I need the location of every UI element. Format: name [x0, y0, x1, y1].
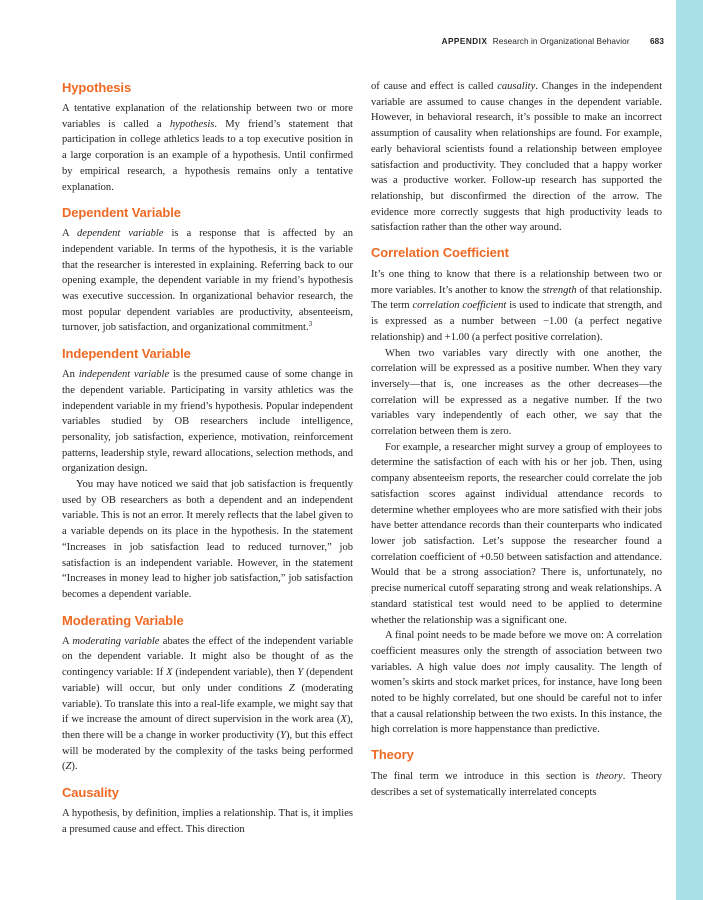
left-column: [62, 78, 353, 837]
heading-moderating-variable: Moderating Variable: [62, 612, 184, 628]
term-correlation-coefficient: correlation coefficient: [412, 300, 507, 312]
paragraph-causality: A hypothesis, by definition, implies a relationship. That is, it implies a presumed cause and effect. This direction: [62, 808, 353, 835]
term-strength: strength: [542, 284, 577, 296]
paragraph-correlation-1: It’s one thing to know that there is a relationship between two or more variables. It’s another to know the strength of that relationship. The term correlation coefficient is used to indicate that strength, and is expressed as a number between −1.00 (a perfect negative relationship) and +1.00 (a perfect positive correlation).: [371, 269, 663, 343]
heading-causality: Causality: [62, 785, 119, 801]
term-dependent-variable: dependent variable: [77, 228, 164, 240]
header-chapter-title: Research in Organizational Behavior: [492, 37, 630, 46]
right-column: [371, 79, 662, 801]
paragraph-correlation-3: For example, a researcher might survey a group of employees to determine the satisfaction of each with his or her job. Then, using company absenteeism reports, the researcher could correlate the job satisfaction scores against individual attendance records to determine whether employees who are more satisfied with their jobs have better attendance records than their counterparts who indicated lower job satisfaction. Let’s suppose the researcher found a correlation coefficient of +0.50 between satisfaction and attendance. Would that be a strong association? There is, unfortunately, no precise numerical cutoff separating strong and weak relationships. A standard statistical test would need to be applied to determine whether the relationship was a significant one.: [371, 441, 662, 626]
paragraph-causality-continued: of cause and effect is called causality. Changes in the independent variable are assumed to cause changes in the dependent variable. However, in behavioral research, it’s possible to make an incorrect assumption of causality when relationships are found. For example, early behavioral scientists found a relationship between employee satisfaction and productivity. They concluded that a happy worker was a productive worker. Follow-up research has supported the relationship, but disconfirmed the direction of the arrow. The evidence more correctly suggests that high productivity leads to satisfaction rather than the other way around.: [371, 81, 663, 234]
endnote-marker: 3: [308, 320, 313, 329]
header-appendix-label: APPENDIX: [441, 37, 488, 46]
running-header: [0, 37, 664, 46]
paragraph-independent-variable-1: An independent variable is the presumed cause of some change in the dependent variable. Participating in varsity athletics was the independent variable in my friend’s hypothesis. Popular independent variables studied by OB researchers include intelligence, personality, job satisfaction, experience, motivation, reinforcement patterns, leadership style, reward allocations, selection methods, and organization design.: [62, 369, 353, 475]
paragraph-dependent-variable: A dependent variable is a response that is affected by an independent variable. In terms of the hypothesis, it is the variable that the researcher is interested in explaining. Referring back to our opening example, the dependent variable in my friend’s hypothesis was executive succession. In organizational behavior research, the most popular dependent variables are productivity, absenteeism, turnover, job satisfaction, and organizational commitment.$^3$: [62, 228, 353, 334]
paragraph-correlation-2: When two variables vary directly with one another, the correlation will be expressed as a positive number. When they vary inversely—that is, one increases as the other decreases—the correlation will be expressed as a negative number. If the two variables vary independently of each other, we say that the correlation between them is zero.: [371, 347, 662, 438]
paragraph-moderating-variable: A moderating variable abates the effect of the independent variable on the dependent variable. It might also be thought of as the contingency variable: If X (independent variable), then Y (dependent variable) will occur, but only under conditions Z (moderating variable). To translate this into a real-life example, we might say that if we increase the amount of direct supervision in the work area (X), then there will be a change in worker productivity (Y), but this effect will be moderated by the complexity of the tasks being performed (Z).: [62, 635, 354, 773]
term-theory: theory: [595, 771, 623, 783]
heading-theory: Theory: [371, 747, 414, 763]
term-hypothesis: hypothesis: [169, 118, 215, 130]
page-number: 683: [650, 37, 664, 46]
heading-independent-variable: Independent Variable: [62, 346, 191, 362]
heading-dependent-variable: Dependent Variable: [62, 205, 181, 221]
page-edge-color-strip: [676, 0, 703, 900]
heading-correlation-coefficient: Correlation Coefficient: [371, 245, 509, 261]
term-not: not: [506, 661, 520, 673]
heading-hypothesis: Hypothesis: [62, 80, 132, 95]
paragraph-independent-variable-2: You may have noticed we said that job satisfaction is frequently used by OB researchers as both a dependent and an independent variable. This is not an error. It merely reflects that the label given to a variable depends on its place in the hypothesis. In the statement “Increases in job satisfaction lead to reduced turnover,” job satisfaction is an independent variable. However, in the statement “Increases in money lead to higher job satisfaction,” job satisfaction becomes a dependent variable.: [62, 479, 353, 600]
paragraph-hypothesis: A tentative explanation of the relationship between two or more variables is called a hypothesis. My friend’s statement that participation in college athletics leads to a top executive position in a large corporation is an example of a hypothesis. Until confirmed by empirical research, a hypothesis remains only a tentative explanation.: [62, 103, 353, 193]
paragraph-correlation-4: A final point needs to be made before we move on: A correlation coefficient measures only the strength of association between two variables. A high value does not imply causality. The length of women’s skirts and stock market prices, for instance, have long been noted to be highly correlated, but one should be careful not to infer that a causal relationship between the two exists. In this instance, the high correlation is more happenstance than predictive.: [371, 630, 662, 736]
paragraph-theory: The final term we introduce in this section is theory. Theory describes a set of systematically interrelated concepts: [371, 771, 662, 798]
term-causality: causality: [497, 81, 536, 92]
term-moderating-variable: moderating variable: [72, 635, 160, 647]
term-independent-variable: independent variable: [78, 369, 170, 381]
